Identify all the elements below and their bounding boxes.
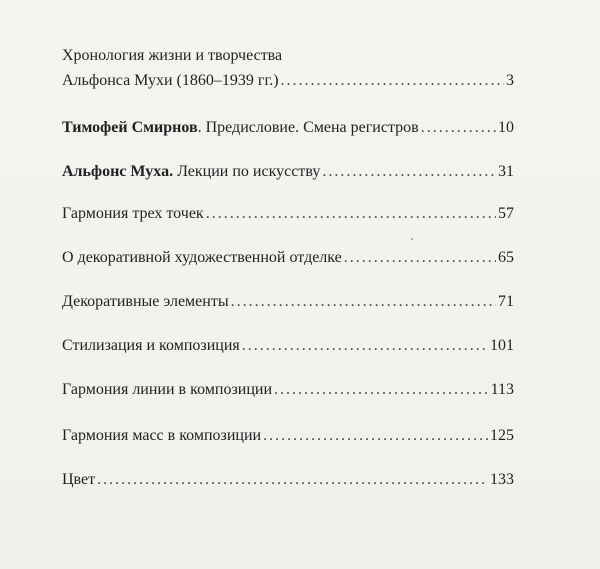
toc-page-number: 57 xyxy=(498,205,514,222)
toc-entry-title-text: . Предисловие. Смена регистров xyxy=(197,119,419,136)
toc-entry-line xyxy=(62,162,514,182)
dot-leader xyxy=(322,162,496,182)
toc-entry-title: Альфонса Мухи (1860–1939 гг.) xyxy=(62,72,279,89)
dot-leader xyxy=(97,470,488,490)
toc-entry xyxy=(62,118,514,138)
toc-entry-line xyxy=(62,380,514,400)
toc-entry-line xyxy=(62,118,514,138)
toc-entry-author: Альфонс Муха. xyxy=(62,163,174,180)
toc-entry xyxy=(62,162,514,182)
toc-page-number: 65 xyxy=(498,249,514,266)
toc-page-number: 101 xyxy=(490,337,514,354)
toc-entry-title-line-1: Хронология жизни и творчества xyxy=(62,47,283,64)
toc-entry-line xyxy=(62,426,514,446)
toc-entry xyxy=(62,46,514,91)
toc-entry-title-text: Лекции по искусству xyxy=(173,163,321,180)
toc-entry-title: Гармония линии в композиции xyxy=(62,381,273,398)
dot-leader xyxy=(281,71,504,91)
toc-entry-title: Гармония масс в композиции xyxy=(62,427,262,444)
dot-leader xyxy=(421,118,496,138)
toc-entry-title: Стилизация и композиция xyxy=(62,337,240,354)
toc-entry xyxy=(62,336,514,356)
toc-page-number: 133 xyxy=(490,471,514,488)
toc-entry-title xyxy=(62,118,419,138)
toc-entry-line-1 xyxy=(62,46,514,66)
toc-page-number: 10 xyxy=(498,119,514,136)
toc-entry xyxy=(62,426,514,446)
toc-entry-title: Декоративные элементы xyxy=(62,293,229,310)
toc-entry-line xyxy=(62,336,514,356)
toc-entry-title: Цвет xyxy=(62,471,96,488)
toc-entry-line xyxy=(62,470,514,490)
dot-leader xyxy=(344,248,496,268)
paper-speck xyxy=(411,238,413,240)
dot-leader xyxy=(274,380,489,400)
toc-page-number: 3 xyxy=(506,72,514,89)
toc-page-number: 113 xyxy=(490,381,514,398)
toc-page-number: 125 xyxy=(490,427,514,444)
dot-leader xyxy=(206,204,496,224)
dot-leader xyxy=(263,426,488,446)
dot-leader xyxy=(231,292,496,312)
toc-entry-title: Гармония трех точек xyxy=(62,205,204,222)
toc-entry xyxy=(62,470,514,490)
toc-entry xyxy=(62,248,514,268)
toc-entry-line-2 xyxy=(62,71,514,91)
toc-entry xyxy=(62,204,514,224)
toc-entry-title: О декоративной художественной отделке xyxy=(62,249,342,266)
dot-leader xyxy=(242,336,488,356)
toc-entry-line xyxy=(62,292,514,312)
toc-entry-line xyxy=(62,204,514,224)
toc-page-number: 71 xyxy=(498,293,514,310)
toc-entry-title xyxy=(62,162,320,182)
toc-entry xyxy=(62,292,514,312)
toc-entry xyxy=(62,380,514,400)
toc-entry-line xyxy=(62,248,514,268)
toc-entry-author: Тимофей Смирнов xyxy=(62,119,198,136)
toc-page-number: 31 xyxy=(498,163,514,180)
